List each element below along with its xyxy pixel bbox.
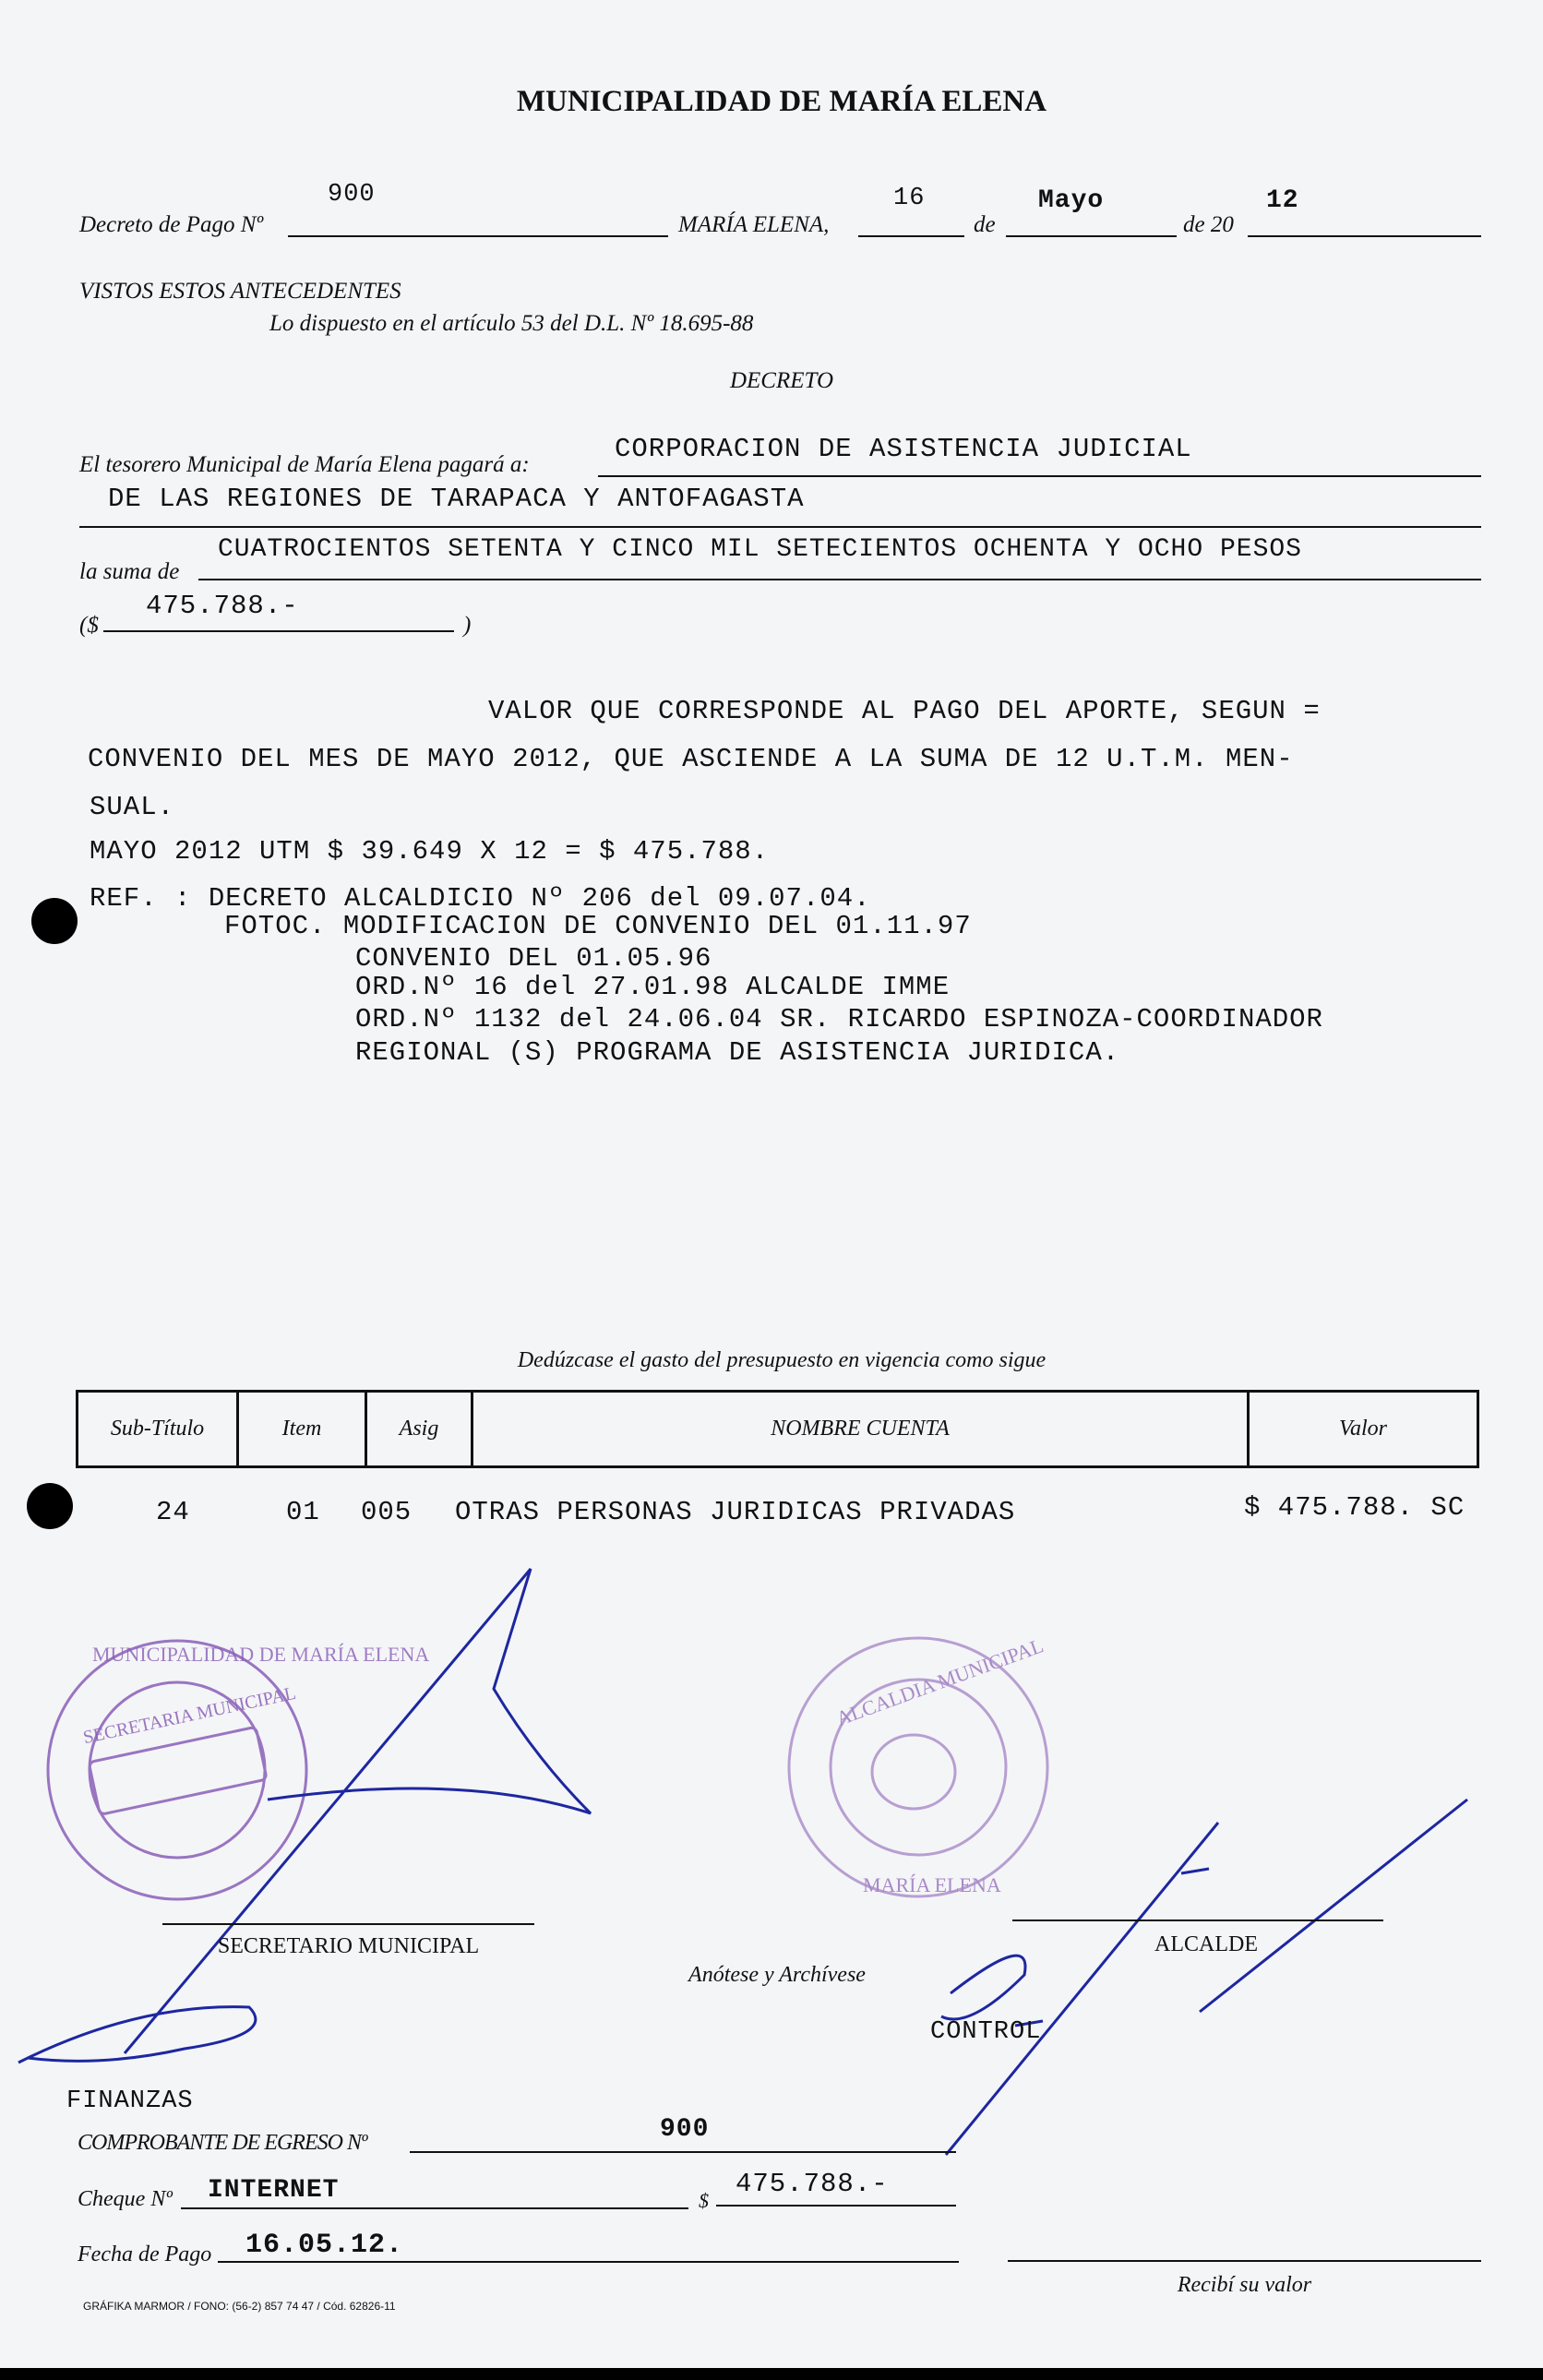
decree-number: 900	[328, 181, 376, 209]
cheque-amount: 475.788.-	[736, 2169, 889, 2199]
page-title: MUNICIPALIDAD DE MARÍA ELENA	[516, 85, 1047, 118]
body-line: VALOR QUE CORRESPONDE AL PAGO DEL APORTE, SEGUN =	[488, 696, 1321, 726]
municipal-stamp-left	[48, 1641, 306, 1899]
body-line: REGIONAL (S) PROGRAMA DE ASISTENCIA JURIDICA.	[355, 1037, 1120, 1068]
decree-month: Mayo	[1038, 186, 1105, 215]
amount-suffix: )	[463, 613, 472, 638]
vistos-text: Lo dispuesto en el artículo 53 del D.L. Nº 18.695-88	[269, 311, 754, 336]
printer-credit: GRÁFIKA MARMOR / FONO: (56-2) 857 74 47 / Cód. 62826-11	[83, 2300, 396, 2313]
col-nombre-cuenta: NOMBRE CUENTA	[472, 1392, 1249, 1467]
amount-prefix: ($	[79, 613, 99, 638]
payee-label: El tesorero Municipal de María Elena pagará a:	[79, 452, 530, 477]
payee-line1: CORPORACION DE ASISTENCIA JUDICIAL	[615, 434, 1192, 464]
comprobante-label: COMPROBANTE DE EGRESO Nº	[78, 2131, 367, 2155]
recibi-label: Recibí su valor	[1177, 2273, 1312, 2297]
decreto-heading: DECRETO	[729, 368, 834, 393]
amount-label: la suma de	[79, 559, 180, 584]
row-subtitulo: 24	[156, 1497, 190, 1527]
col-item: Item	[238, 1392, 366, 1467]
decree-day: 16	[893, 185, 926, 212]
alcalde-label: ALCALDE	[1154, 1932, 1258, 1956]
row-item: 01	[286, 1497, 320, 1527]
body-line: REF. : DECRETO ALCALDICIO Nº 206 del 09.07.04.	[90, 883, 871, 914]
stamp-right-bottom: MARÍA ELENA	[863, 1873, 1001, 1896]
scan-border	[0, 2368, 1543, 2380]
body-line: MAYO 2012 UTM $ 39.649 X 12 = $ 475.788.	[90, 836, 770, 867]
body-line: FOTOC. MODIFICACION DE CONVENIO DEL 01.11.97	[224, 911, 972, 941]
col-subtitulo: Sub-Título	[78, 1392, 238, 1467]
row-nombre: OTRAS PERSONAS JURIDICAS PRIVADAS	[455, 1497, 1016, 1527]
city-label: MARÍA ELENA,	[678, 212, 830, 237]
decree-year: 12	[1266, 186, 1299, 215]
control-label: CONTROL	[930, 2018, 1042, 2046]
budget-caption: Dedúzcase el gasto del presupuesto en vigencia como sigue	[517, 1348, 1047, 1372]
vistos-heading: VISTOS ESTOS ANTECEDENTES	[79, 279, 401, 304]
fecha-label: Fecha de Pago	[78, 2242, 212, 2266]
comprobante-number: 900	[660, 2115, 710, 2144]
body-line: CONVENIO DEL 01.05.96	[355, 943, 712, 974]
body-line: ORD.Nº 16 del 27.01.98 ALCALDE IMME	[355, 972, 951, 1002]
cheque-number: INTERNET	[208, 2176, 340, 2205]
finanzas-label: FINANZAS	[66, 2087, 194, 2115]
cheque-label: Cheque Nº	[78, 2187, 173, 2211]
decree-number-label: Decreto de Pago Nº	[79, 212, 264, 237]
body-line: CONVENIO DEL MES DE MAYO 2012, QUE ASCIENDE A LA SUMA DE 12 U.T.M. MEN-	[88, 744, 1294, 774]
row-valor: $ 475.788. SC	[1244, 1492, 1465, 1523]
col-asig: Asig	[366, 1392, 472, 1467]
secretario-label: SECRETARIO MUNICIPAL	[217, 1934, 480, 1958]
dollar-label: $	[699, 2189, 709, 2212]
de-label: de	[974, 212, 996, 237]
payee-line2: DE LAS REGIONES DE TARAPACA Y ANTOFAGASTA	[108, 484, 805, 514]
fecha-pago: 16.05.12.	[245, 2230, 404, 2261]
stamp-left-outer: MUNICIPALIDAD DE MARÍA ELENA	[92, 1643, 430, 1666]
stamp-left-inner: SECRETARIA MUNICIPAL	[81, 1682, 298, 1749]
anotese-label: Anótese y Archívese	[688, 1963, 866, 1987]
col-valor: Valor	[1249, 1392, 1478, 1467]
row-asig: 005	[361, 1497, 413, 1527]
stamp-right-outer: ALCALDIA MUNICIPAL	[832, 1633, 1047, 1730]
amount-value: 475.788.-	[146, 591, 299, 621]
de20-label: de 20	[1183, 212, 1234, 237]
body-line: SUAL.	[90, 792, 175, 822]
body-line: ORD.Nº 1132 del 24.06.04 SR. RICARDO ESPINOZA-COORDINADOR	[355, 1004, 1323, 1035]
amount-words: CUATROCIENTOS SETENTA Y CINCO MIL SETECIENTOS OCHENTA Y OCHO PESOS	[218, 535, 1302, 564]
